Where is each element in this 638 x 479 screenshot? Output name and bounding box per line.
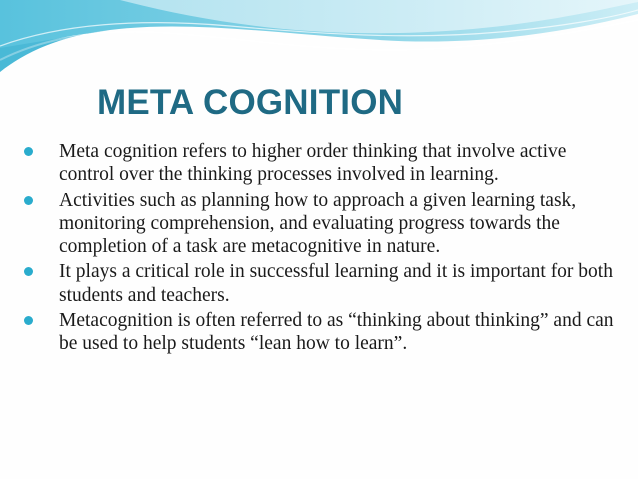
bullet-item (22, 260, 622, 307)
bullet-item (22, 189, 622, 259)
bullet-dot-icon (24, 147, 33, 156)
bullet-text: Meta cognition refers to higher order thinking that involve active control over the thinking processes involved in learning. (59, 141, 567, 186)
slide-title: META COGNITION (97, 83, 404, 122)
bullet-dot-icon (24, 316, 33, 325)
bullet-text: It plays a critical role in successful learning and it is important for both students and teachers. (59, 261, 613, 306)
bullet-dot-icon (24, 196, 33, 205)
header-wave-decoration (0, 0, 638, 80)
bullet-list (22, 140, 622, 358)
bullet-text: Activities such as planning how to approach a given learning task, monitoring comprehension, and evaluating progress towards the completion of a task are metacognitive in nature. (59, 189, 577, 258)
bullet-text: Metacognition is often referred to as “thinking about thinking” and can be used to help students “lean how to learn”. (59, 310, 614, 355)
bullet-dot-icon (24, 267, 33, 276)
bullet-item (22, 140, 622, 187)
bullet-item (22, 309, 622, 356)
